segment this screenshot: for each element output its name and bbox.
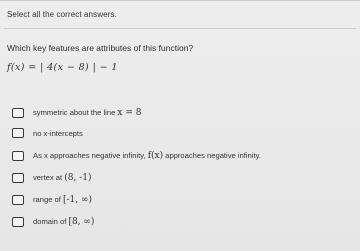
answer-option-2[interactable] <box>12 127 83 139</box>
top-border <box>0 0 360 1</box>
option-label: domain of [8, ∞) <box>33 217 95 227</box>
checkbox[interactable] <box>12 151 24 161</box>
checkbox[interactable] <box>12 128 24 138</box>
answer-option-3[interactable] <box>12 150 261 162</box>
answer-option-4[interactable] <box>12 172 91 184</box>
instruction-text: Select all the correct answers. <box>7 10 117 19</box>
question-text: Which key features are attributes of this function? <box>7 43 194 53</box>
option-label: As x approaches negative infinity, f(x) approaches negative infinity. <box>33 151 261 161</box>
option-label: range of [-1, ∞) <box>33 195 92 205</box>
option-label: no x-intercepts <box>33 128 83 138</box>
option-label: vertex at (8, -1) <box>33 173 92 183</box>
option-label: symmetric about the line x = 8 <box>33 108 142 118</box>
answer-option-6[interactable] <box>12 216 94 228</box>
answer-option-1[interactable] <box>12 107 142 119</box>
checkbox[interactable] <box>12 108 24 118</box>
checkbox[interactable] <box>12 173 24 183</box>
answer-option-5[interactable] <box>12 194 92 206</box>
function-formula: f(x) = | 4(x − 8) | − 1 <box>7 62 118 73</box>
checkbox[interactable] <box>12 217 24 227</box>
checkbox[interactable] <box>12 195 24 205</box>
divider <box>4 28 356 29</box>
